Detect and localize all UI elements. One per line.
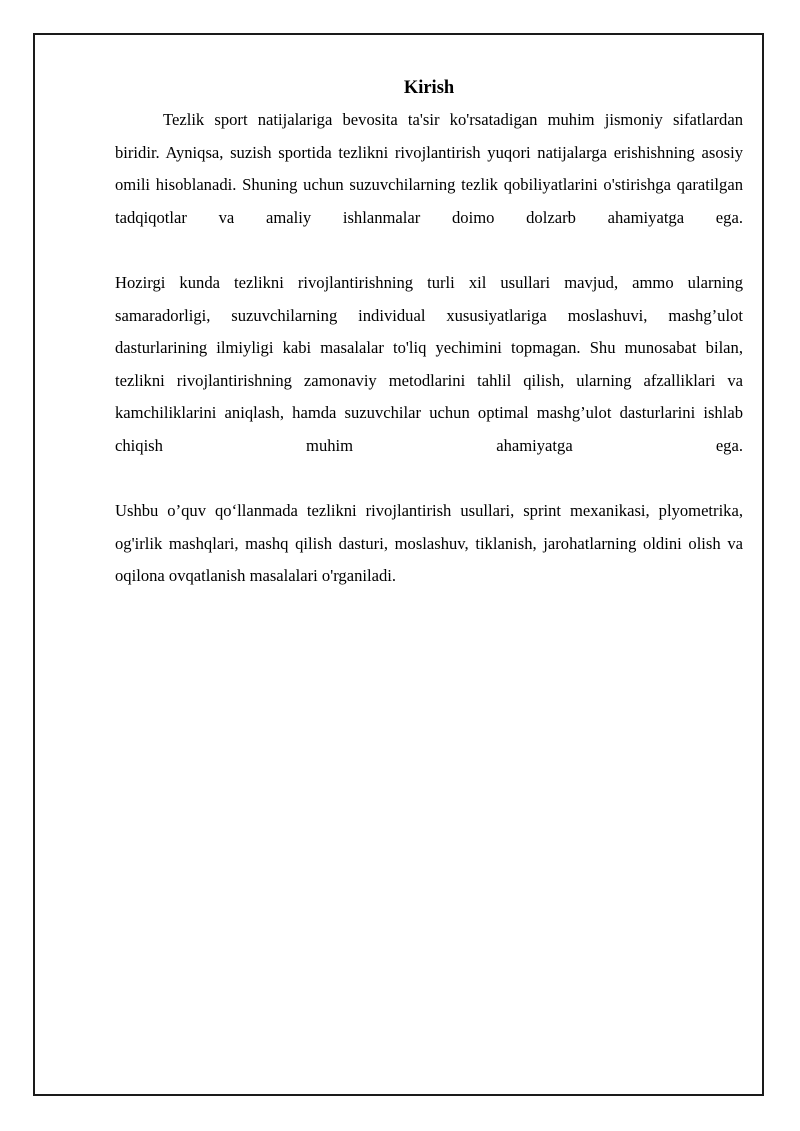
paragraph-spacer (115, 463, 743, 496)
document-title: Kirish (403, 78, 455, 98)
paragraph-intro: Tezlik sport natijalariga bevosita ta'sir ko'rsatadigan muhim jismoniy sifatlardan biridir. Ayniqsa, suzish sportida tezlikni rivojlantirish yuqori natijalarga erishishning asosiy omili hisoblanadi. Shuning uchun suzuvchilarning tezlik qobiliyatlarini o'stirishga qaratilgan tadqiqotlar va amaliy ishlanmalar doimo dolzarb ahamiyatga ega. (115, 110, 743, 227)
paragraph-spacer (115, 234, 743, 267)
document-body (115, 72, 743, 593)
paragraph-scope: Ushbu o’quv qo‘llanmada tezlikni rivojlantirish usullari, sprint mexanikasi, plyometrika, og'irlik mashqlari, mashq qilish dasturi, moslashuv, tiklanish, jarohatlarning oldini olish va oqilona ovqatlanish masalalari o'rganiladi. (115, 501, 743, 586)
paragraph-methods: Hozirgi kunda tezlikni rivojlantirishning turli xil usullari mavjud, ammo ularning samaradorligi, suzuvchilarning individual xususiyatlariga moslashuvi, mashg’ulot dasturlarining ilmiyligi kabi masalalar to'liq yechimini topmagan. Shu munosabat bilan, tezlikni rivojlantirishning zamonaviy metodlarini tahlil qilish, ularning afzalliklari va kamchiliklarini aniqlash, hamda suzuvchilar uchun optimal mashg’ulot dasturlarini ishlab chiqish muhim ahamiyatga ega. (115, 272, 743, 455)
